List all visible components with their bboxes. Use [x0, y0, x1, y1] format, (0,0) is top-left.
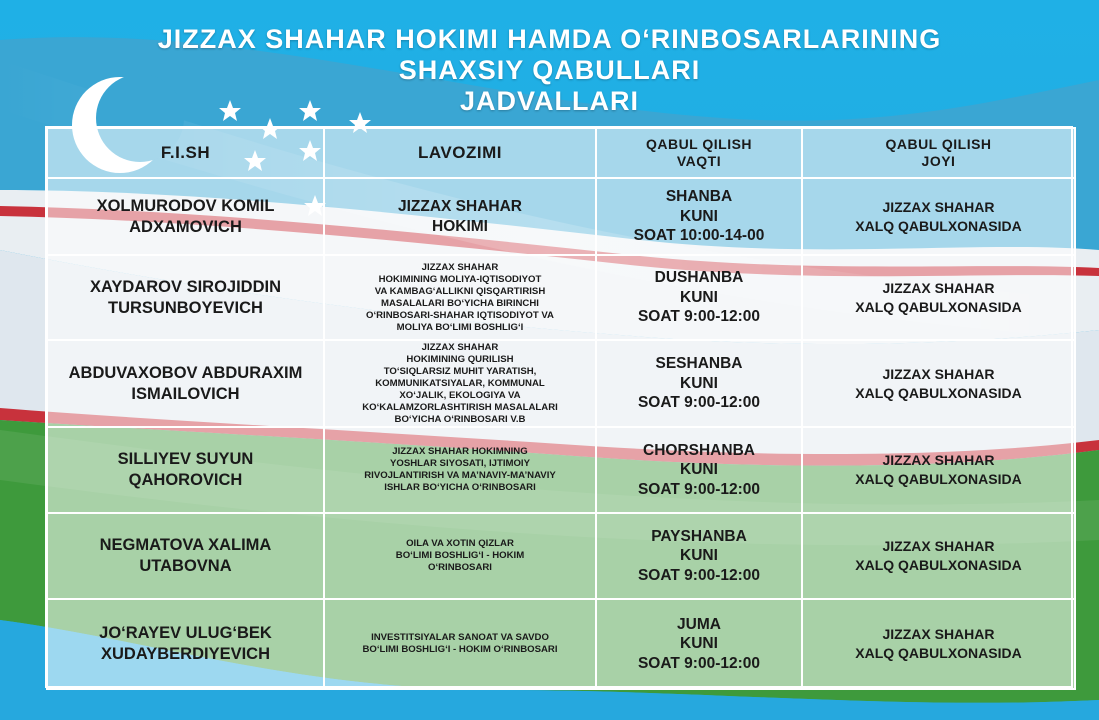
row-4-lavozimi: JIZZAX SHAHAR HOKIMNING YOSHLAR SIYOSATI, IJTIMOIY RIVOJLANTIRISH VA MA’NAVIY-MA’NAVIY ISHLAR BO‘YICHA O‘RINBOSARI — [323, 426, 597, 514]
row-6-joyi: JIZZAX SHAHAR XALQ QABULXONASIDA — [801, 598, 1076, 690]
header-joyi: QABUL QILISH JOYI — [801, 127, 1076, 179]
row-1-fish: XOLMURODOV KOMIL ADXAMOVICH — [46, 177, 325, 256]
poster-title — [0, 24, 1099, 117]
row-6-vaqti: JUMA KUNI SOAT 9:00-12:00 — [595, 598, 803, 690]
row-5-lavozimi: OILA VA XOTIN QIZLAR BO‘LIMI BOSHLIG‘I - HOKIM O‘RINBOSARI — [323, 512, 597, 600]
header-vaqti: QABUL QILISH VAQTI — [595, 127, 803, 179]
row-3-joyi: JIZZAX SHAHAR XALQ QABULXONASIDA — [801, 339, 1076, 428]
row-4-vaqti: CHORSHANBA KUNI SOAT 9:00-12:00 — [595, 426, 803, 514]
row-5-joyi: JIZZAX SHAHAR XALQ QABULXONASIDA — [801, 512, 1076, 600]
row-3-fish: ABDUVAXOBOV ABDURAXIM ISMAILOVICH — [46, 339, 325, 428]
row-2-joyi: JIZZAX SHAHAR XALQ QABULXONASIDA — [801, 254, 1076, 341]
row-1-joyi: JIZZAX SHAHAR XALQ QABULXONASIDA — [801, 177, 1076, 256]
row-2-lavozimi: JIZZAX SHAHAR HOKIMINING MOLIYA-IQTISODIYOT VA KAMBAG‘ALLIKNI QISQARTIRISH MASALALARI BO‘YICHA BIRINCHI O‘RINBOSARI-SHAHAR IQTISODIYOT VA MOLIYA BO‘LIMI BOSHLIG‘I — [323, 254, 597, 341]
header-lavozimi: LAVOZIMI — [323, 127, 597, 179]
title-line-2: SHAXSIY QABULLARI — [398, 55, 701, 85]
row-2-vaqti: DUSHANBA KUNI SOAT 9:00-12:00 — [595, 254, 803, 341]
row-5-fish: NEGMATOVA XALIMA UTABOVNA — [46, 512, 325, 600]
row-1-vaqti: SHANBA KUNI SOAT 10:00-14-00 — [595, 177, 803, 256]
row-2-fish: XAYDAROV SIROJIDDIN TURSUNBOYEVICH — [46, 254, 325, 341]
row-3-vaqti: SESHANBA KUNI SOAT 9:00-12:00 — [595, 339, 803, 428]
row-4-joyi: JIZZAX SHAHAR XALQ QABULXONASIDA — [801, 426, 1076, 514]
title-line-1: JIZZAX SHAHAR HOKIMI HAMDA O‘RINBOSARLARINING — [157, 24, 942, 54]
title-line-3: JADVALLARI — [459, 86, 639, 116]
row-6-lavozimi: INVESTITSIYALAR SANOAT VA SAVDO BO‘LIMI BOSHLIG‘I - HOKIM O‘RINBOSARI — [323, 598, 597, 690]
row-3-lavozimi: JIZZAX SHAHAR HOKIMINING QURILISH TO‘SIQLARSIZ MUHIT YARATISH, KOMMUNIKATSIYALAR, KOMMUNAL XO‘JALIK, EKOLOGIYA VA KO‘KALAMZORLASHTIRISH MASALALARI BO‘YICHA O‘RINBOSARI V.B — [323, 339, 597, 428]
schedule-table — [45, 126, 1073, 688]
row-4-fish: SILLIYEV SUYUN QAHOROVICH — [46, 426, 325, 514]
row-1-lavozimi: JIZZAX SHAHAR HOKIMI — [323, 177, 597, 256]
row-5-vaqti: PAYSHANBA KUNI SOAT 9:00-12:00 — [595, 512, 803, 600]
row-6-fish: JO‘RAYEV ULUG‘BEK XUDAYBERDIYEVICH — [46, 598, 325, 690]
header-fish: F.I.SH — [46, 127, 325, 179]
